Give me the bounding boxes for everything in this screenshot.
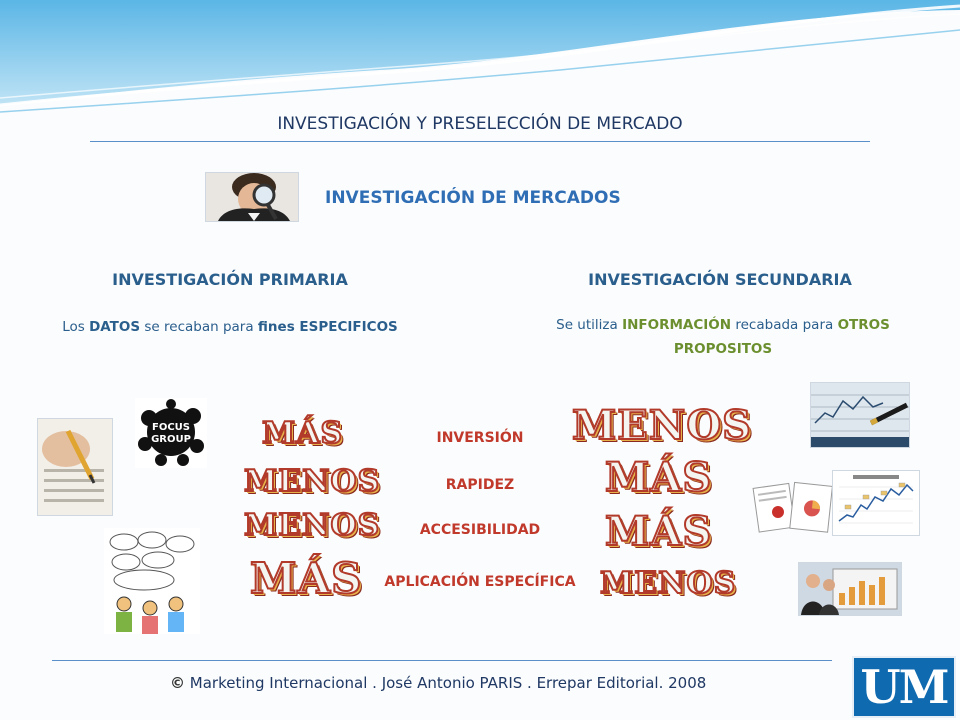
- primary-value-inversion: MÁS: [262, 416, 344, 451]
- primary-value-rapidez: MENOS: [244, 464, 381, 499]
- businessmen-presentation-image: [798, 562, 902, 616]
- criterion-inversion: INVERSIÓN: [436, 430, 524, 446]
- criterion-aplicacion-especifica: APLICACIÓN ESPECÍFICA: [384, 574, 576, 590]
- economic-report-pen-image: [810, 382, 910, 448]
- secondary-heading: INVESTIGACIÓN SECUNDARIA: [588, 270, 852, 289]
- secondary-value-aplicacion: MENOS: [600, 566, 737, 601]
- footer-copyright: © Marketing Internacional . José Antonio PARIS . Errepar Editorial. 2008: [170, 674, 707, 692]
- secondary-value-accesibilidad: MÁS: [605, 508, 713, 555]
- copyright-symbol: ©: [170, 674, 185, 692]
- section-subtitle: INVESTIGACIÓN DE MERCADOS: [325, 188, 621, 208]
- primary-heading: INVESTIGACIÓN PRIMARIA: [112, 270, 348, 289]
- secondary-value-rapidez: MÁS: [605, 454, 713, 501]
- secondary-description: Se utiliza INFORMACIÓN recabada para OTROS PROPOSITOS: [556, 317, 890, 357]
- title-divider: [90, 141, 870, 142]
- report-documents-image: [752, 478, 836, 534]
- focus-group-label-2: GROUP: [151, 434, 191, 445]
- people-survey-cartoon-image: [104, 528, 200, 634]
- footer-divider: [52, 660, 832, 661]
- primary-value-aplicacion: MÁS: [250, 554, 363, 603]
- page-title: INVESTIGACIÓN Y PRESELECCIÓN DE MERCADO: [277, 114, 683, 134]
- focus-group-label-1: FOCUS: [152, 422, 190, 433]
- primary-description: Los DATOS se recaban para fines ESPECIFICOS: [62, 319, 398, 335]
- um-logo: UM: [852, 656, 956, 718]
- criterion-accesibilidad: ACCESIBILIDAD: [419, 522, 541, 538]
- secondary-value-inversion: MENOS: [572, 402, 753, 449]
- criterion-rapidez: RAPIDEZ: [445, 477, 515, 493]
- pencil-questionnaire-image: [37, 418, 113, 516]
- header-wave-decoration: [0, 0, 960, 120]
- primary-value-accesibilidad: MENOS: [244, 508, 381, 543]
- line-chart-report-image: [832, 470, 920, 536]
- focus-group-image: [135, 398, 207, 468]
- magnifying-glass-man-image: [205, 172, 299, 222]
